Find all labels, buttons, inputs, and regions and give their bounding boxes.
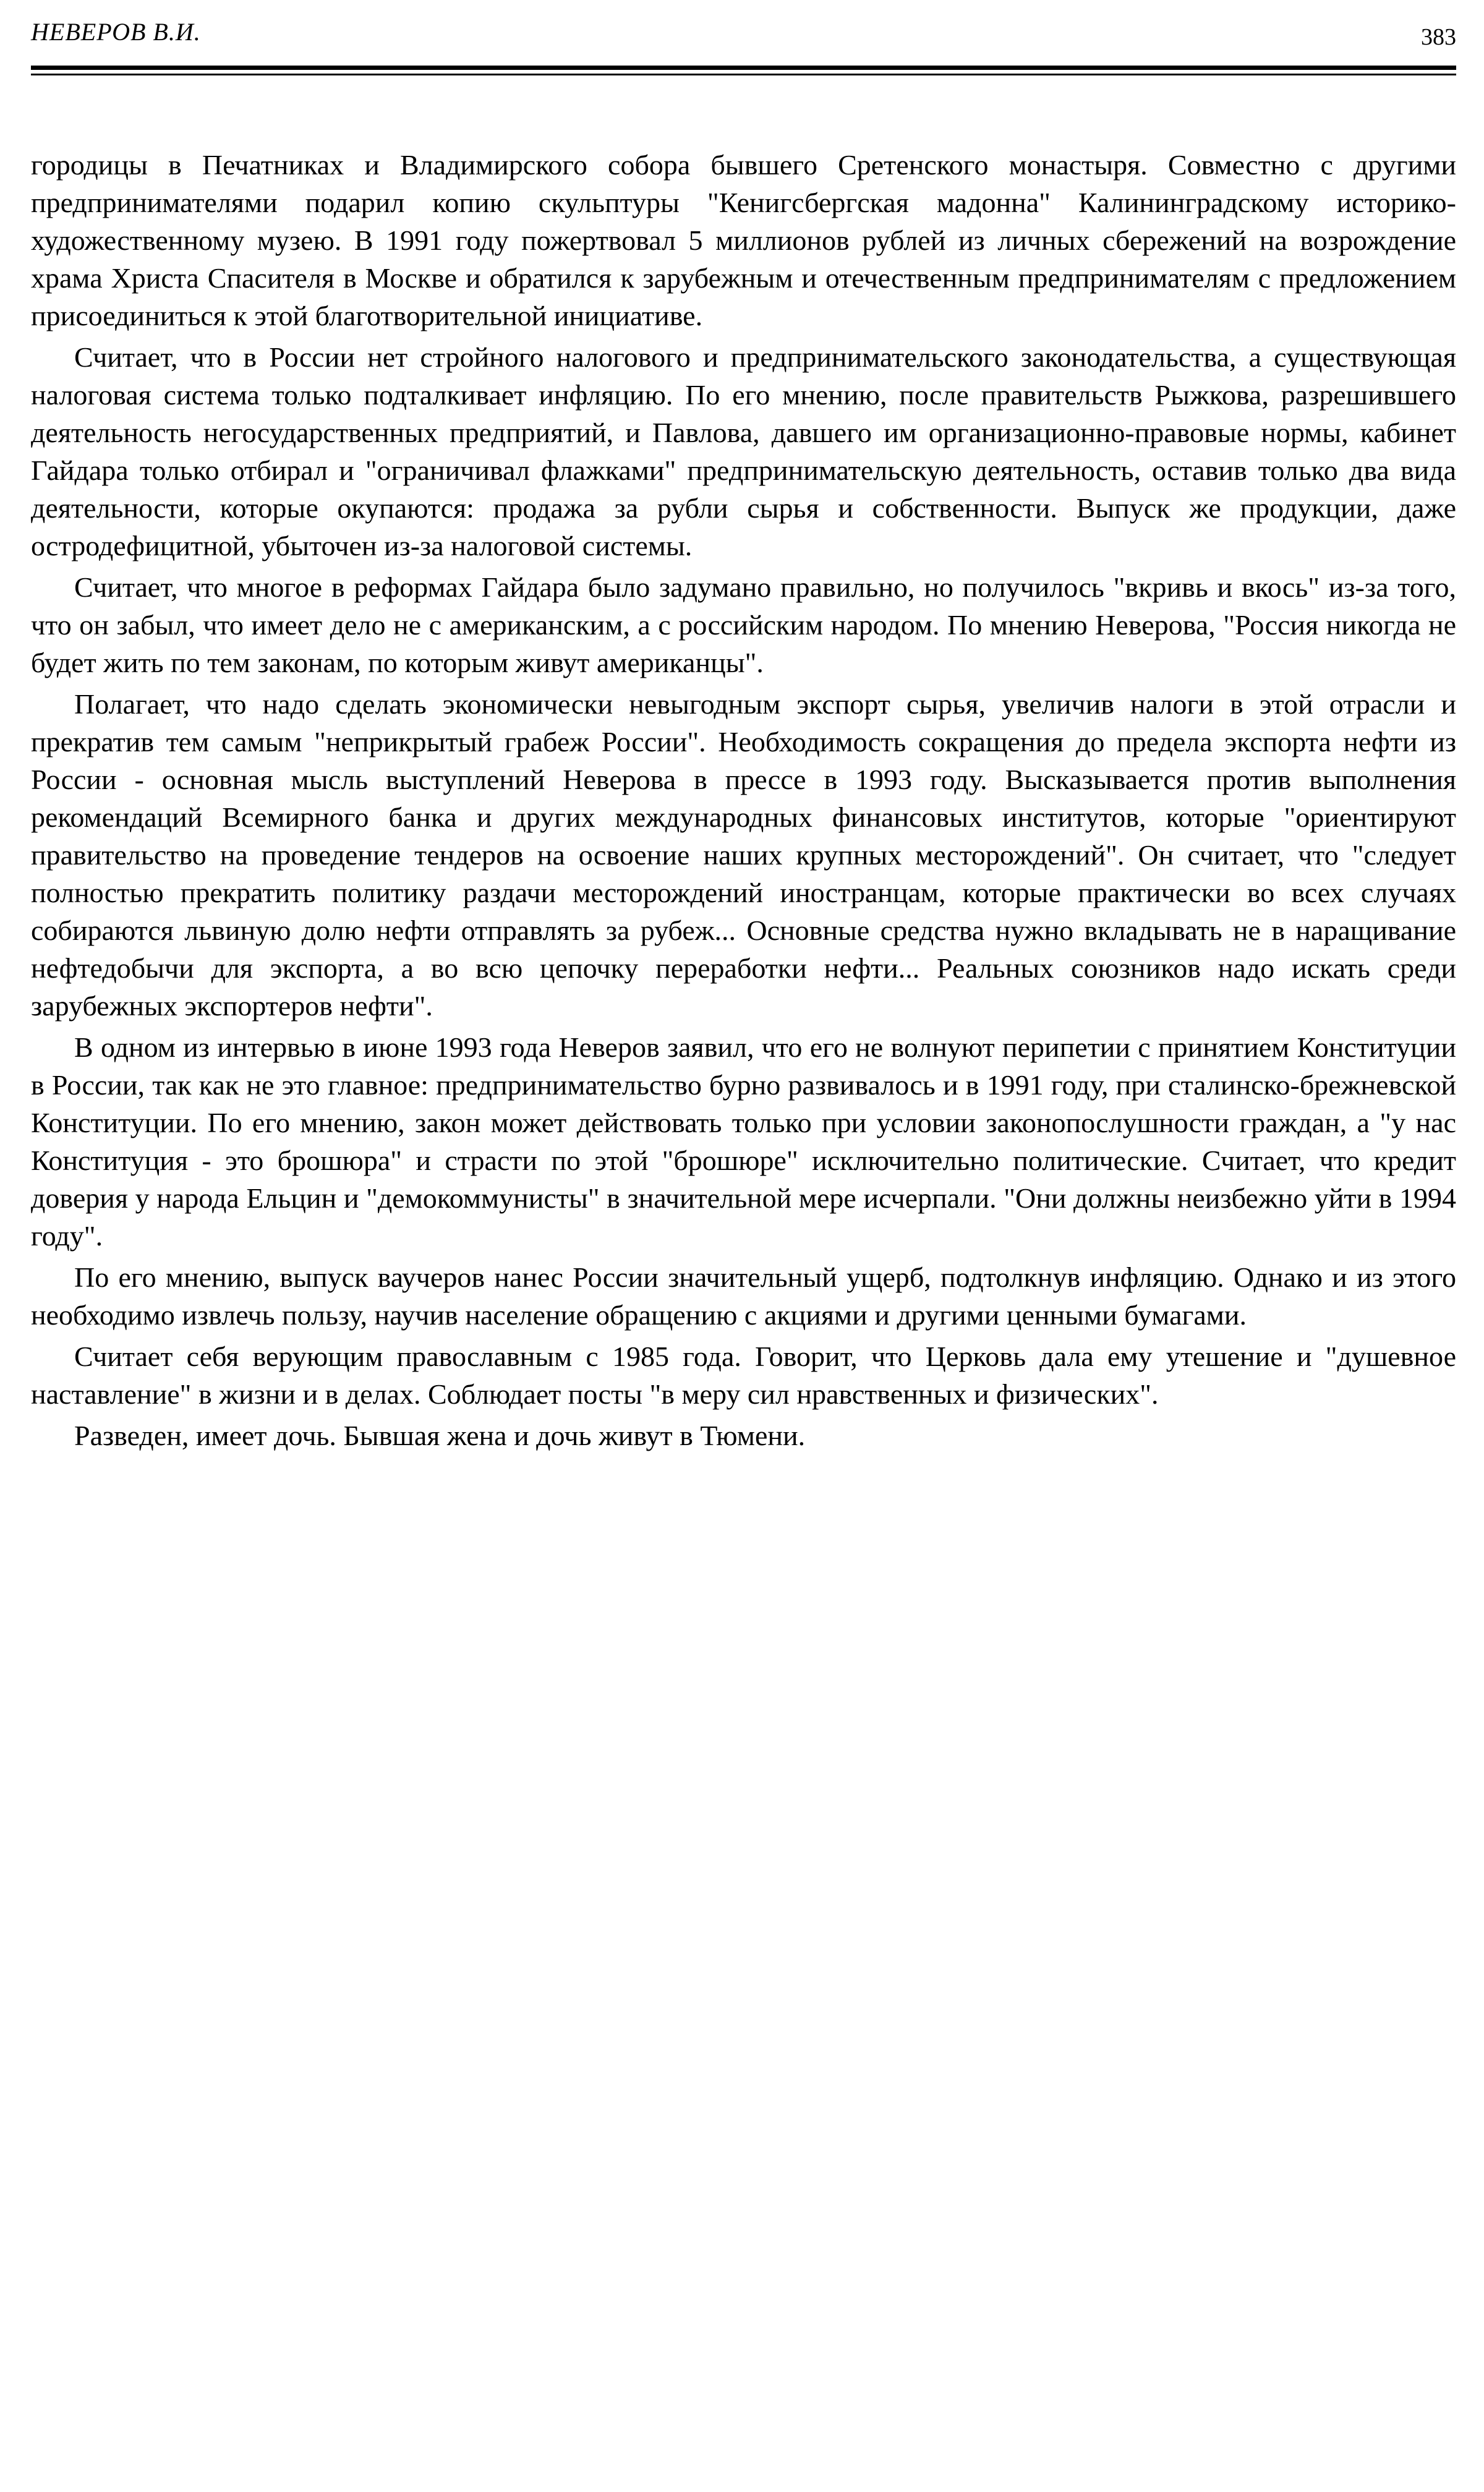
paragraph: Полагает, что надо сделать экономически невыгодным экспорт сырья, увеличив налоги в этой отрасли и прекратив тем самым "неприкрытый грабеж России". Необходимость сокращения до предела экспорта нефти из России - основная мысль выступлений Неверова в прессе в 1993 году. Высказывается против выполнения рекомендаций Всемирного банка и других международных финансовых институтов, которые "ориентируют правительство на проведение тендеров на освоение наших крупных месторождений". Он считает, что "следует полностью прекратить политику раздачи месторождений иностранцам, которые практически во всех случаях собираются львиную долю нефти отправлять за рубеж... Основные средства нужно вкладывать не в наращивание нефтедобычи для экспорта, а во всю цепочку переработки нефти... Реальных союзников надо искать среди зарубежных экспортеров нефти". (31, 688, 1456, 1022)
paragraph: городицы в Печатниках и Владимирского собора бывшего Сретенского монастыря. Совместно с другими предпринимателями подарил копию скульптуры "Кенигсбергская мадонна" Калининградскому историко-художественному музею. В 1991 году пожертвовал 5 миллионов рублей из личных сбережений на возрождение храма Христа Спасителя в Москве и обратился к зарубежным и отечественным предпринимателям с предложением присоединиться к этой благотворительной инициативе. (31, 149, 1456, 331)
paragraph: По его мнению, выпуск ваучеров нанес России значительный ущерб, подтолкнув инфляцию. Однако и из этого необходимо извлечь пользу, научив население обращению с акциями и другими ценными бумагами. (31, 1261, 1456, 1331)
paragraph: Разведен, имеет дочь. Бывшая жена и дочь живут в Тюмени. (74, 1420, 806, 1451)
header-rule-thick (31, 66, 1456, 70)
header-rule-thin (31, 74, 1456, 75)
paragraph: Считает, что многое в реформах Гайдара было задумано правильно, но получилось "вкривь и вкось" из-за того, что он забыл, что имеет дело не с американским, а с российским народом. По мнению Неверова, "Россия никогда не будет жить по тем законам, по которым живут американцы". (31, 571, 1456, 678)
page-number: 383 (1421, 24, 1456, 50)
body-text (31, 146, 1456, 1458)
paragraph: Считает себя верующим православным с 1985 года. Говорит, что Церковь дала ему утешение и "душевное наставление" в жизни и в делах. Соблюдает посты "в меру сил нравственных и физических". (31, 1341, 1456, 1410)
paragraph: В одном из интервью в июне 1993 года Неверов заявил, что его не волнуют перипетии с принятием Конституции в России, так как не это главное: предпринимательство бурно развивалось и в 1991 году, при сталинско-брежневской Конституции. По его мнению, закон может действовать только при условии законопослушности граждан, а "у нас Конституция - это брошюра" и страсти по этой "брошюре" исключительно политические. Считает, что кредит доверия у народа Ельцин и "демокоммунисты" в значительной мере исчерпали. "Они должны неизбежно уйти в 1994 году". (31, 1031, 1456, 1252)
running-head: НЕВЕРОВ В.И. (31, 18, 201, 46)
paragraph: Считает, что в России нет стройного налогового и предпринимательского законодательства, а существующая налоговая система только подталкивает инфляцию. По его мнению, после правительств Рыжкова, разрешившего деятельность негосударственных предприятий, и Павлова, давшего им организационно-правовые нормы, кабинет Гайдара только отбирал и "ограничивал флажками" предпринимательскую деятельность, оставив только два вида деятельности, которые окупаются: продажа за рубли сырья и собственности. Выпуск же продукции, даже остродефицитной, убыточен из-за налоговой системы. (31, 341, 1456, 561)
